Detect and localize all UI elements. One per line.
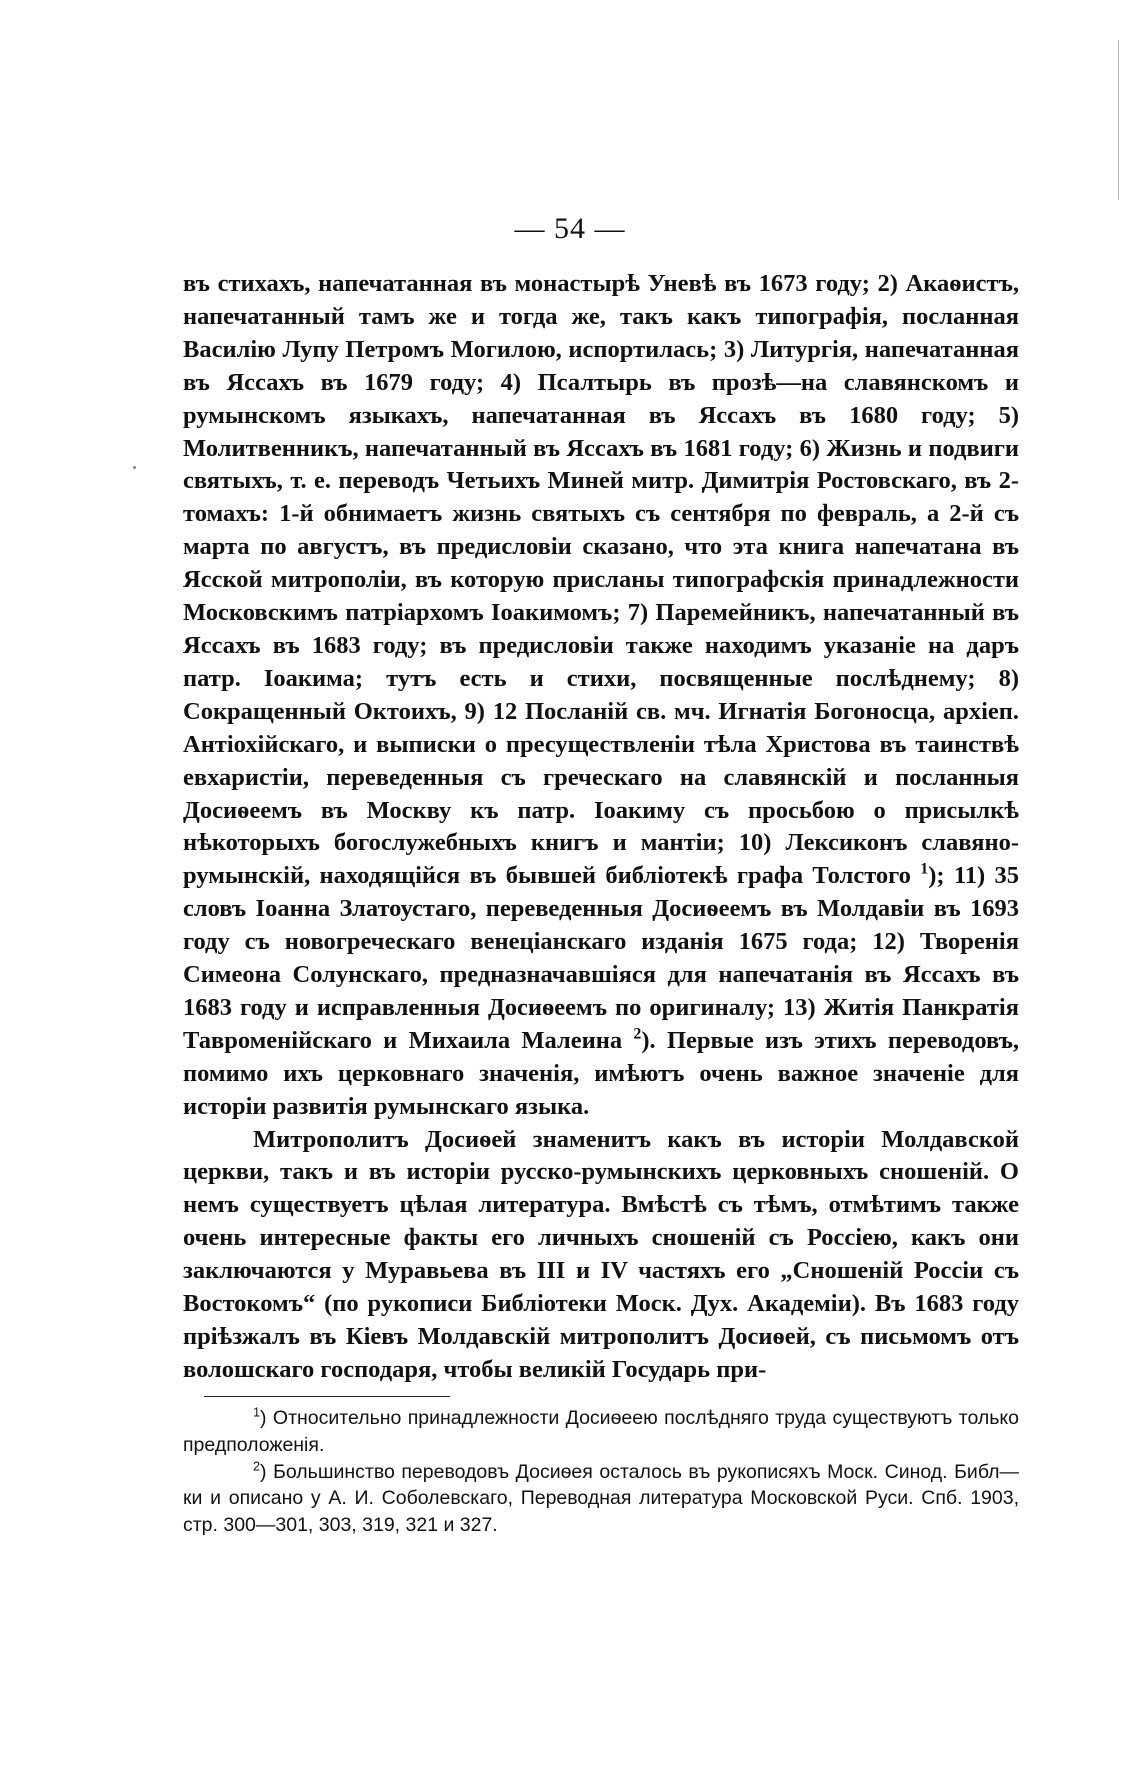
scan-speck [133,466,136,469]
paragraph-1-text: въ стихахъ, напечатанная въ монастырѣ Уневѣ въ 1673 году; 2) Акаѳистъ, напечатанный тамъ же и тогда же, такъ какъ типографія, посланная Василію Лупу Петромъ Могилою, испортилась; 3) Литургія, напечатанная въ Яссахъ въ 1679 году; 4) Псалтырь въ прозѣ—на славянскомъ и румынскомъ языкахъ, напечатанная въ Яссахъ въ 1680 году; 5) Молитвенникъ, напечатанный въ Яссахъ въ 1681 году; 6) Жизнь и подвиги святыхъ, т. е. переводъ Четьихъ Миней митр. Димитрія Ростовскаго, въ 2-томахъ: 1-й обнимаетъ жизнь святыхъ съ сентября по февраль, а 2-й съ марта по августъ, въ предисловіи сказано, что эта книга напечатана въ Ясской митрополіи, въ которую присланы типографскія принадлежности Московскимъ патріархомъ Іоакимомъ; 7) Паремейникъ, напечатанный въ Яссахъ въ 1683 году; въ предисловіи также находимъ указаніе на даръ патр. Іоакима; тутъ есть и стихи, посвященные послѣднему; 8) Сокращенный Октоихъ, 9) 12 Посланій св. мч. Игнатія Богоносца, архіеп. Антіохійскаго, и выписки о пресуществленіи тѣла Христова въ таинствѣ евхаристіи, переведенныя съ греческаго на славянскій и посланныя Досиѳеемъ въ Москву къ патр. Іоакиму съ просьбою о присылкѣ нѣкоторыхъ богослужебныхъ книгъ и мантіи; 10) Лексиконъ славяно-румынскій, находящійся въ бывшей библіотекѣ графа Толстого [183,270,1019,890]
footnote-2-marker: 2 [253,1459,261,1473]
footnote-2-text: ) Большинство переводовъ Досиѳея осталось въ рукописяхъ Моск. Синод. Библ—ки и описано у А. И. Соболевскаго, Переводная литература Московской Руси. Спб. 1903, стр. 300—301, 303, 319, 321 и 327. [183,1460,1019,1537]
footnote-1 [183,1405,1019,1459]
paragraph-1 [183,268,1019,1124]
paragraph-1-end: ). Первые изъ этихъ переводовъ, помимо ихъ церковнаго значенія, имѣютъ очень важное значеніе для исторіи развитія румынскаго языка. [183,1026,1019,1120]
scan-edge-line [1118,40,1119,200]
footnote-separator [204,1396,450,1397]
main-text [183,268,1019,1387]
footnotes [183,1405,1019,1539]
paragraph-1-continued: ); 11) 35 словъ Іоанна Златоустаго, переведенныя Досиѳеемъ въ Молдавіи въ 1693 году съ новогреческаго венеціанскаго изданія 1675 года; 12) Творенія Симеона Солунскаго, предназначавшіяся для напечатанія въ Яссахъ въ 1683 году и исправленныя Досиѳеемъ по оригиналу; 13) Житія Панкратія Тавроменійскаго и Михаила Малеина [183,862,1020,1054]
footnote-ref-2: 2 [633,1025,642,1043]
footnote-1-marker: 1 [253,1405,261,1420]
paragraph-2: Митрополитъ Досиѳей знаменитъ какъ въ исторіи Молдавской церкви, такъ и въ исторіи русско-румынскихъ церковныхъ сношеній. О немъ существуетъ цѣлая литература. Вмѣстѣ съ тѣмъ, отмѣтимъ также очень интересные факты его личныхъ сношеній съ Россіею, какъ они заключаются у Муравьева въ III и IV частяхъ его „Сношеній Россіи съ Востокомъ“ (по рукописи Библіотеки Моск. Дух. Академіи). Въ 1683 году пріѣзжалъ въ Кіевъ Молдавскій митрополитъ Досиѳей, съ письмомъ отъ волошскаго господаря, чтобы великій Государь при- [183,1125,1019,1383]
footnote-1-text: ) Относительно принадлежности Досиѳеею послѣдняго труда существуютъ только предположенія. [183,1407,1019,1456]
footnote-ref-1: 1 [920,860,929,878]
footnote-2 [183,1459,1019,1539]
page-number: — 54 — [514,212,626,245]
